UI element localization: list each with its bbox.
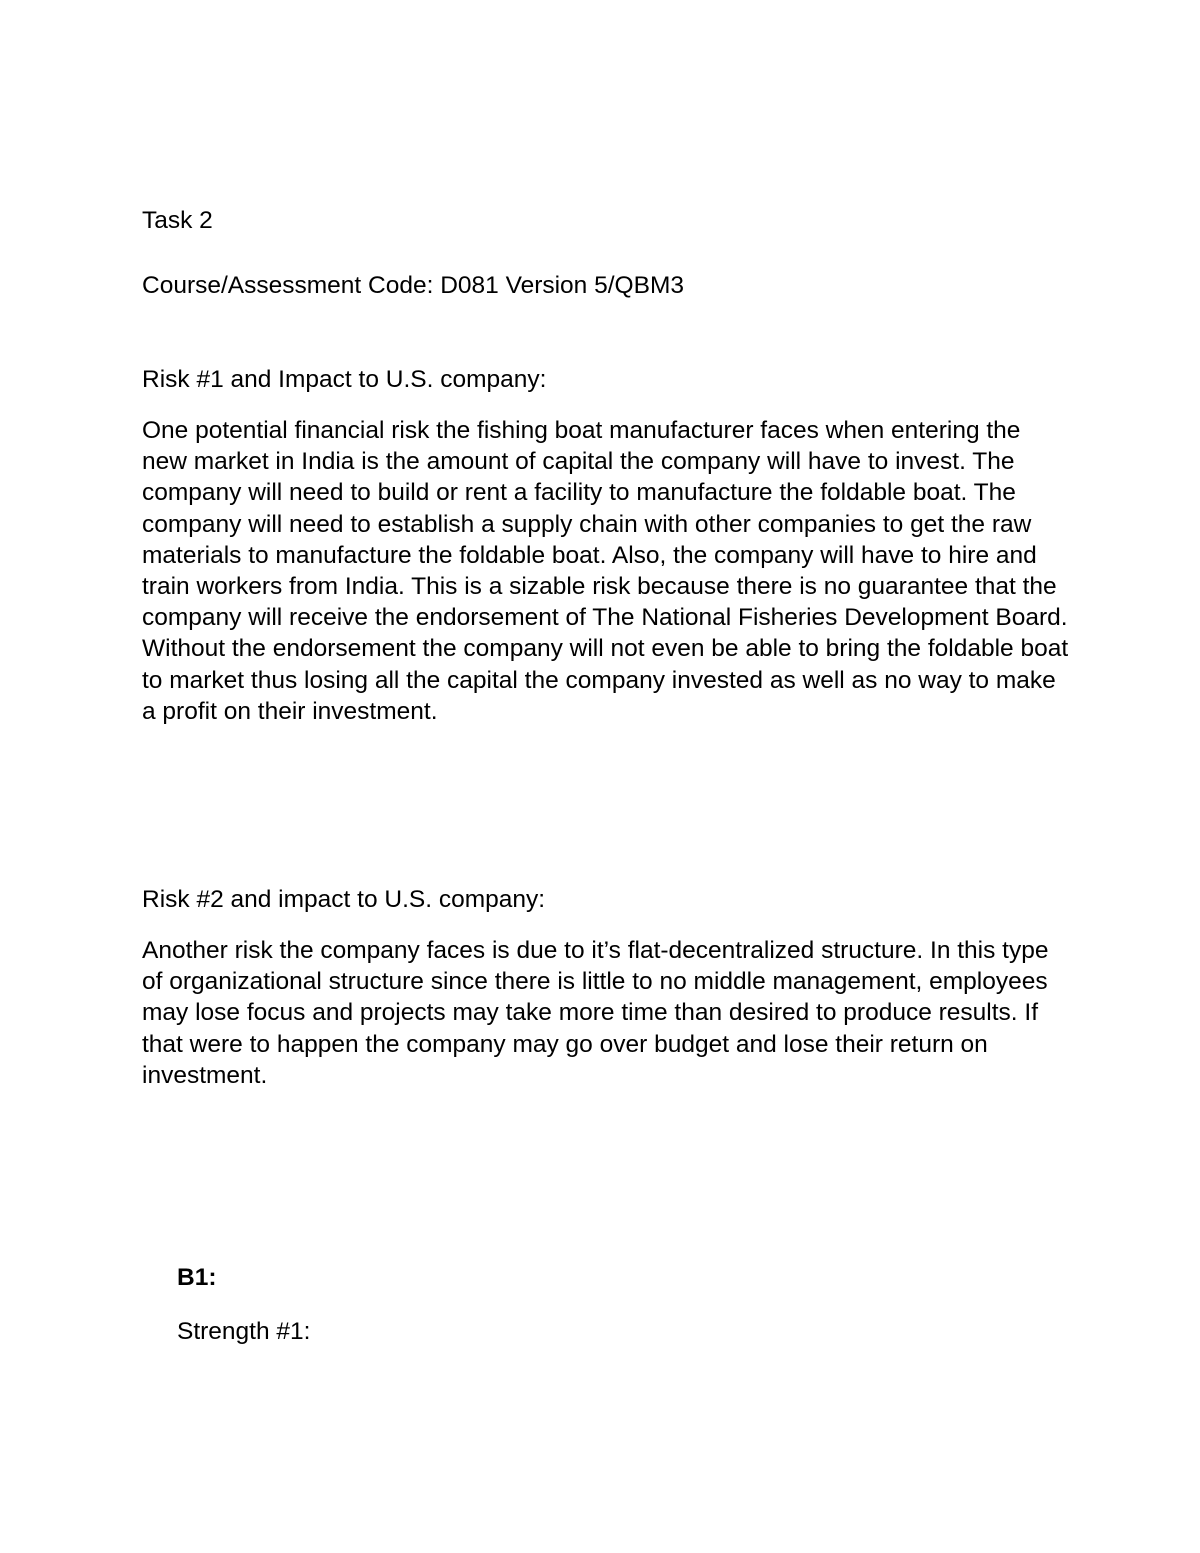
- risk-2-heading: Risk #2 and impact to U.S. company:: [142, 886, 546, 913]
- risk-2-body: Another risk the company faces is due to it’s flat-decentralized structure. In this type of organizational structure since there is little to no middle management, employees may lose focus and projects may take more time than desired to produce results. If that were to happen the company may go over budget and lose their return on investment.: [142, 937, 1049, 1089]
- b1-heading: B1:: [177, 1264, 217, 1291]
- risk-1-heading: Risk #1 and Impact to U.S. company:: [142, 366, 547, 393]
- risk-1-body: One potential financial risk the fishing boat manufacturer faces when entering the new market in India is the amount of capital the company will have to invest. The company will need to build or rent a facility to manufacture the foldable boat. The company will need to establish a supply chain with other companies to get the raw materials to manufacture the foldable boat. Also, the company will have to hire and train workers from India. This is a sizable risk because there is no guarantee that the company will receive the endorsement of The National Fisheries Development Board. Without the endorsement the company will not even be able to bring the foldable boat to market thus losing all the capital the company invested as well as no way to make a profit on their investment.: [142, 417, 1069, 725]
- task-title: Task 2: [142, 207, 213, 234]
- strength-1-label: Strength #1:: [177, 1318, 311, 1345]
- course-assessment-code: Course/Assessment Code: D081 Version 5/QBM3: [142, 272, 684, 299]
